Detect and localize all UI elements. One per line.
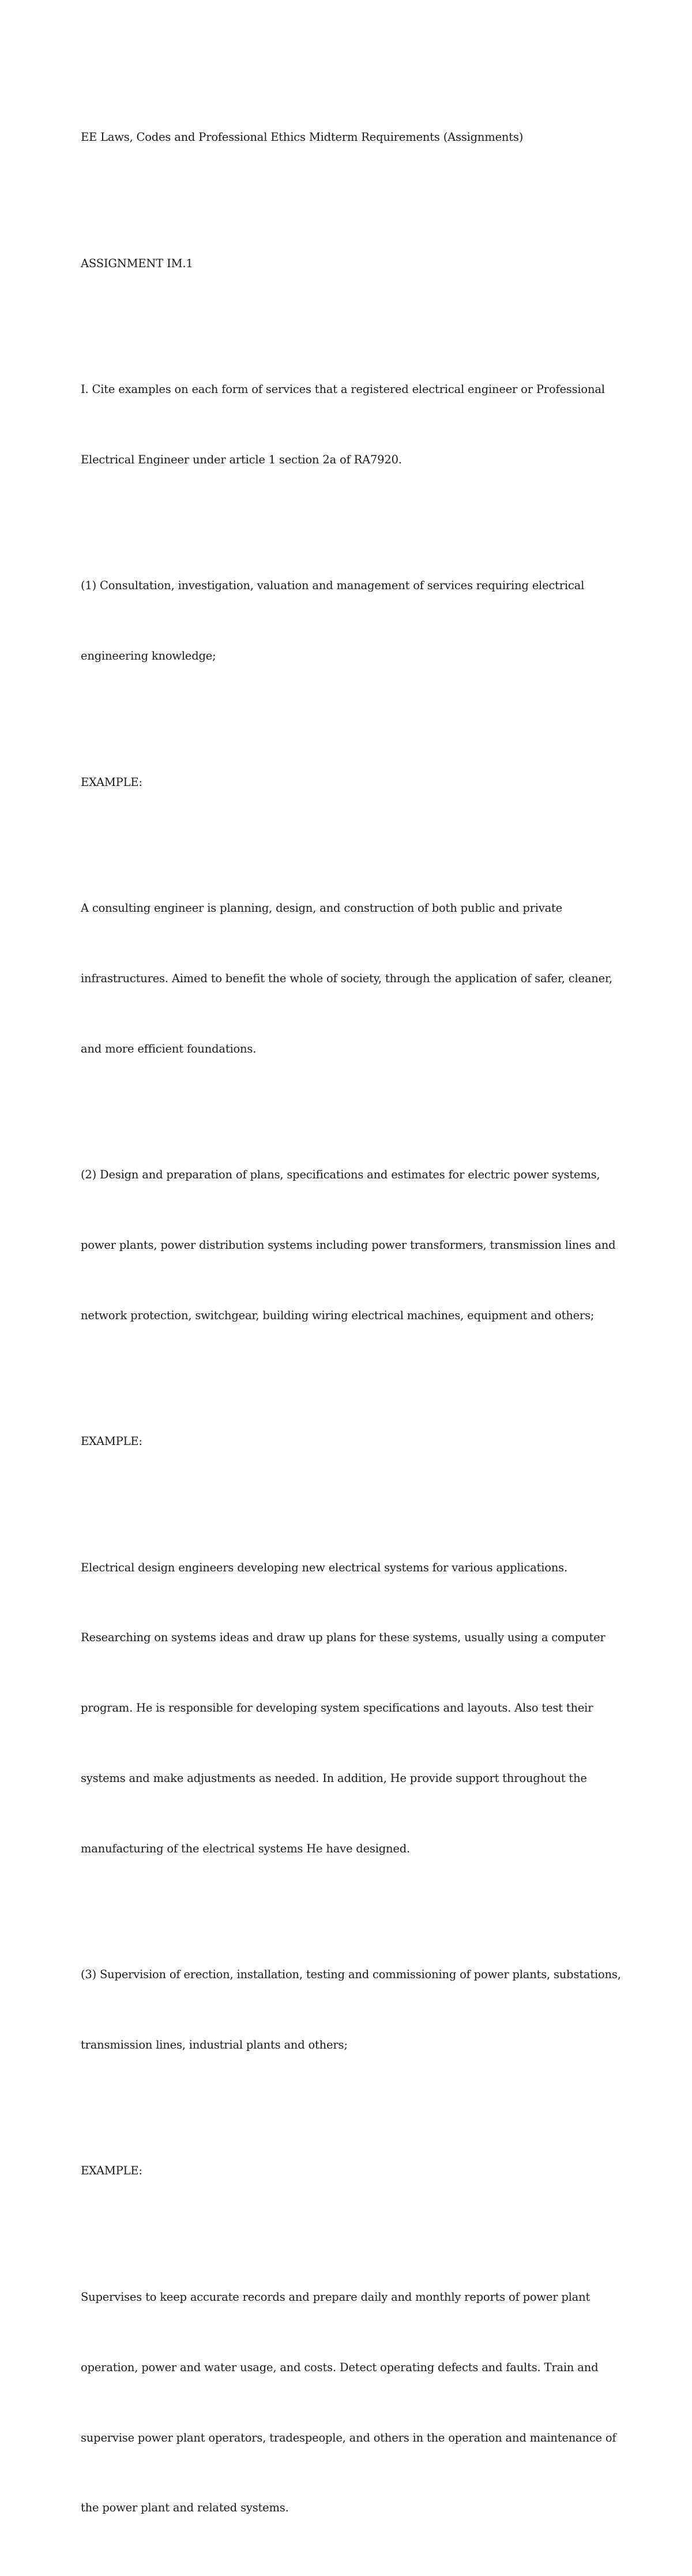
assignment-heading: ASSIGNMENT IM.1 xyxy=(81,256,193,270)
question-line: I. Cite examples on each form of services that a registered electrical engineer or Professional xyxy=(81,383,605,396)
example-text-2: Electrical design engineers developing new electrical systems for various applications. Researching on systems ideas and draw up plans for these systems, usually using a computer program. He is responsible for developing system specifications and layouts. Also test their systems and make adjustments as needed. In addition, He provide support throughout the manufacturing of the electrical systems He have designed. xyxy=(81,1560,606,1855)
example-label-2: EXAMPLE: xyxy=(81,1435,142,1448)
example-label-3: EXAMPLE: xyxy=(81,2164,142,2178)
service-item-1: (1) Consultation, investigation, valuation and management of services requiring electrical engineering knowledge; xyxy=(81,579,585,663)
question-line: Electrical Engineer under article 1 section 2a of RA7920. xyxy=(81,452,402,466)
question-paragraph xyxy=(81,331,611,519)
example-text-3: Supervises to keep accurate records and prepare daily and monthly reports of power plant operation, power and water usage, and costs. Detect operating defects and faults. Train and supervise power plant operators, tradespeople, and others in the operation and maintenance of the power plant and related systems. xyxy=(81,2290,616,2515)
example-text-1: A consulting engineer is planning, design, and construction of both public and private infrastructures. Aimed to benefit the whole of society, through the application of safer, cleaner, and more efficient foundations. xyxy=(81,901,612,1055)
document-title: EE Laws, Codes and Professional Ethics Midterm Requirements (Assignments) xyxy=(81,130,524,144)
example-label-1: EXAMPLE: xyxy=(81,775,142,789)
service-item-2: (2) Design and preparation of plans, specifications and estimates for electric power systems, power plants, power distribution systems including power transformers, transmission lines and network protection, switchgear, building wiring electrical machines, equipment and others; xyxy=(81,1168,616,1322)
service-item-3: (3) Supervision of erection, installation, testing and commissioning of power plants, substations, transmission lines, industrial plants and others; xyxy=(81,1968,621,2051)
document-body xyxy=(81,79,621,2576)
